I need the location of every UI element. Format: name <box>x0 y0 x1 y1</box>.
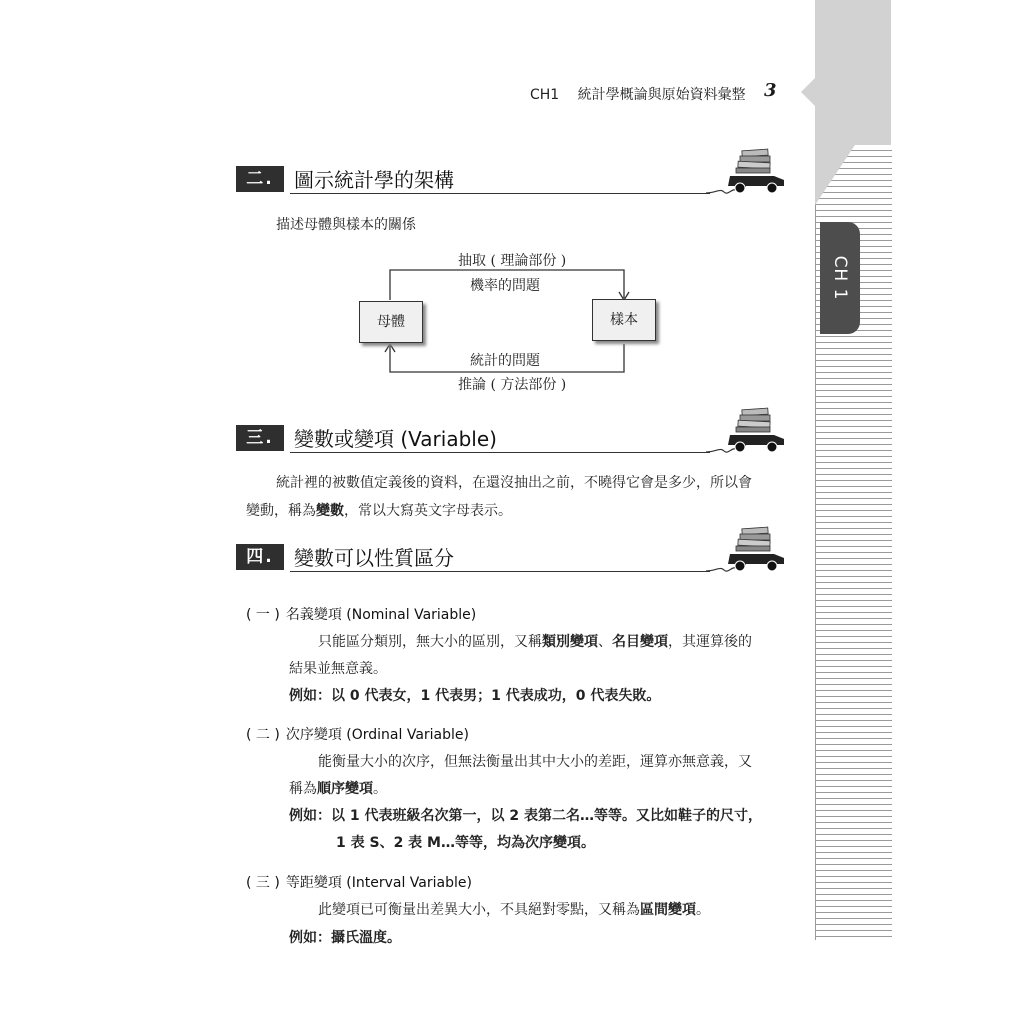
running-head <box>530 84 746 104</box>
text-run: ，常以大寫英文字母表示。 <box>344 503 512 519</box>
book-car-icon <box>726 148 788 196</box>
page-number: 3 <box>764 80 777 101</box>
item1-line2: 結果並無意義。 <box>289 661 387 677</box>
text-run: 只能區分類別，無大小的區別，又稱 <box>318 634 542 650</box>
text-run: 。 <box>696 902 710 918</box>
section-underline <box>290 571 710 572</box>
item2-example-line1: 例如：以 1 代表班級名次第一，以 2 表第二名…等等。又比如鞋子的尺寸， <box>289 808 762 824</box>
section-heading-3 <box>236 425 788 465</box>
section-number: 四. <box>236 544 284 570</box>
tab-fold <box>815 145 855 205</box>
section2-description: 描述母體與樣本的關係 <box>276 217 416 233</box>
subsection-number: ( 一 ) <box>246 607 280 623</box>
item2-line2 <box>289 778 387 798</box>
book-car-icon <box>726 526 788 574</box>
text-run: 變動，稱為 <box>246 503 316 519</box>
chapter-tab <box>820 222 860 334</box>
book-car-icon <box>726 407 788 455</box>
diagram-label-statistics: 統計的問題 <box>470 353 540 369</box>
chapter-tab-label: CH 1 <box>830 255 850 301</box>
section-heading-2 <box>236 166 788 206</box>
population-box: 母體 <box>359 301 423 343</box>
item2-line1: 能衡量大小的次序，但無法衡量出其中大小的差距，運算亦無意義，又 <box>318 754 752 770</box>
emphasis-term: 順序變項 <box>317 781 373 797</box>
subsection-number: ( 二 ) <box>246 727 280 743</box>
tab-notch <box>801 78 815 106</box>
subsection-title: 次序變項 (Ordinal Variable) <box>285 727 469 743</box>
section-title: 變數或變項 (Variable) <box>294 427 497 451</box>
item3-line1 <box>318 899 710 919</box>
sample-box: 樣本 <box>592 299 656 341</box>
section-underline <box>290 452 710 453</box>
section-heading-4 <box>236 544 788 584</box>
subsection-heading <box>246 724 469 744</box>
emphasis-term: 變數 <box>316 503 344 519</box>
section-title: 圖示統計學的架構 <box>294 168 454 192</box>
diagram-label-inference: 推論 ( 方法部份 ) <box>458 377 567 393</box>
subsection-title: 等距變項 (Interval Variable) <box>285 875 472 891</box>
section3-paragraph-line1: 統計裡的被數值定義後的資料，在還沒抽出之前，不曉得它會是多少，所以會 <box>276 475 752 491</box>
emphasis-term: 名目變項 <box>612 634 668 650</box>
chapter-tab-strip <box>815 0 891 940</box>
item1-line1 <box>318 631 752 651</box>
item2-example-line2: 1 表 S、2 表 M…等等，均為次序變項。 <box>336 835 595 851</box>
text-run: 此變項已可衡量出差異大小，不具絕對零點，又稱為 <box>318 902 640 918</box>
item3-example: 例如：攝氏溫度。 <box>289 930 401 946</box>
running-head-title: 統計學概論與原始資料彙整 <box>577 87 746 103</box>
subsection-heading <box>246 604 476 624</box>
diagram-label-sampling: 抽取 ( 理論部份 ) <box>458 253 567 269</box>
text-run: 。 <box>373 781 387 797</box>
section-number: 二. <box>236 166 284 192</box>
section-underline <box>290 193 710 194</box>
item1-example: 例如：以 0 代表女，1 代表男；1 代表成功，0 代表失敗。 <box>289 688 661 704</box>
tab-strip-top <box>815 0 891 145</box>
text-run: ，其運算後的 <box>668 634 752 650</box>
text-run: 、 <box>598 634 612 650</box>
section3-paragraph-line2 <box>246 500 512 520</box>
section-number: 三. <box>236 425 284 451</box>
text-run: 稱為 <box>289 781 317 797</box>
running-head-chapter: CH1 <box>530 87 560 103</box>
section-title: 變數可以性質區分 <box>294 546 454 570</box>
diagram-label-probability: 機率的問題 <box>470 278 540 294</box>
subsection-number: ( 三 ) <box>246 875 280 891</box>
subsection-title: 名義變項 (Nominal Variable) <box>285 607 477 623</box>
subsection-heading <box>246 872 472 892</box>
emphasis-term: 區間變項 <box>640 902 696 918</box>
emphasis-term: 類別變項 <box>542 634 598 650</box>
